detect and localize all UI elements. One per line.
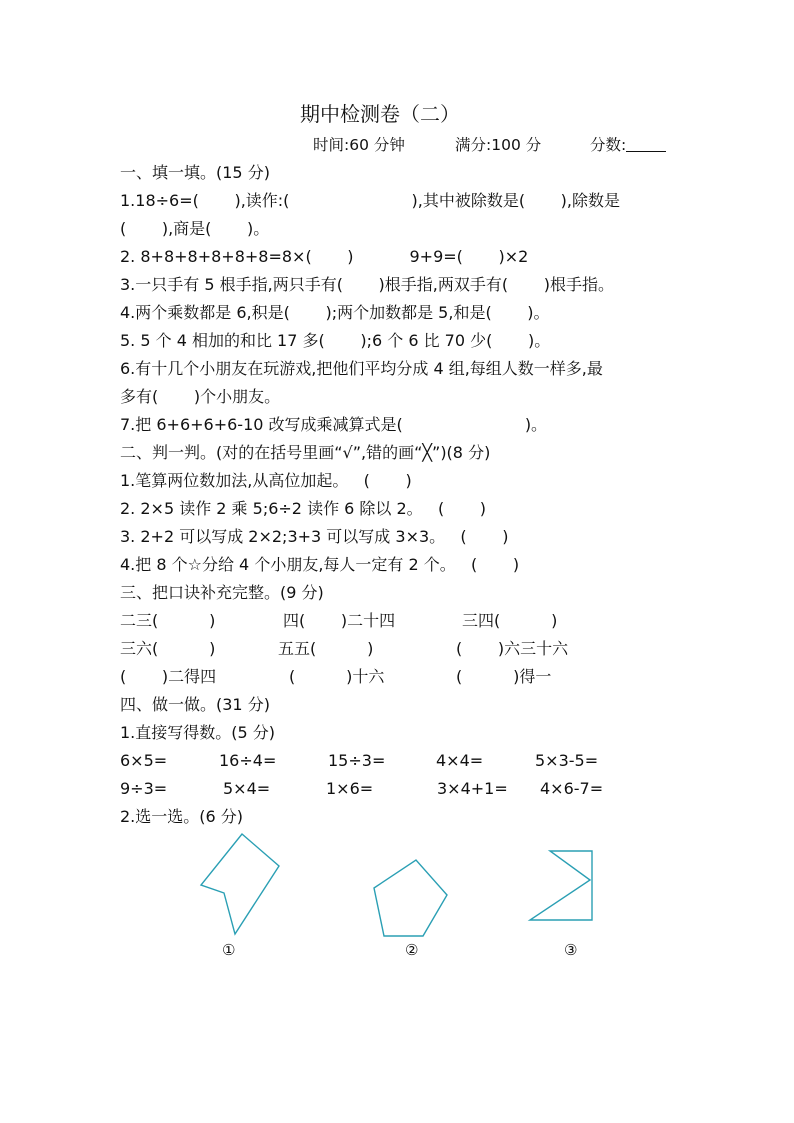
calc-item: 4×6-7= — [540, 779, 604, 798]
s1-q2: 2. 8+8+8+8+8+8=8×( ) 9+9=( )×2 — [120, 247, 529, 266]
rhyme-cell: 三六( ) — [120, 639, 216, 658]
s2-q4: 4.把 8 个☆分给 4 个小朋友,每人一定有 2 个。 ( ) — [120, 555, 520, 574]
calc-item: 3×4+1= — [437, 779, 508, 798]
calc-item: 9÷3= — [120, 779, 168, 798]
calc-item: 6×5= — [120, 751, 168, 770]
page-title: 期中检测卷（二） — [300, 102, 460, 126]
rhyme-cell: 二三( ) — [120, 611, 216, 630]
s1-q3: 3.一只手有 5 根手指,两只手有( )根手指,两双手有( )根手指。 — [120, 275, 614, 294]
s2-q3: 3. 2+2 可以写成 2×2;3+3 可以写成 3×3。 ( ) — [120, 527, 509, 546]
rhyme-cell: ( )六三十六 — [456, 639, 569, 658]
calc-item: 5×4= — [223, 779, 271, 798]
shape-label-1: ① — [222, 941, 236, 959]
shape-1-polygon — [201, 834, 279, 934]
shape-label-2: ② — [405, 941, 419, 959]
full-score: 满分:100 分 — [455, 136, 542, 154]
s4-sub1: 1.直接写得数。(5 分) — [120, 723, 276, 742]
rhyme-cell: 四( )二十四 — [283, 611, 396, 630]
calc-item: 16÷4= — [219, 751, 277, 770]
calc-item: 15÷3= — [328, 751, 386, 770]
s1-q6-line2: 多有( )个小朋友。 — [120, 387, 281, 406]
score-label: 分数: — [590, 136, 627, 154]
exam-time: 时间:60 分钟 — [313, 136, 405, 154]
rhyme-cell: ( )得一 — [456, 667, 552, 686]
shape-3-polygon — [530, 851, 592, 920]
calc-item: 4×4= — [436, 751, 484, 770]
s2-q2: 2. 2×5 读作 2 乘 5;6÷2 读作 6 除以 2。 ( ) — [120, 499, 487, 518]
rhyme-cell: ( )十六 — [289, 667, 385, 686]
s1-q4: 4.两个乘数都是 6,积是( );两个加数都是 5,和是( )。 — [120, 303, 550, 322]
shape-label-3: ③ — [564, 941, 578, 959]
section2-heading: 二、判一判。(对的在括号里画“√”,错的画“╳”)(8 分) — [120, 443, 491, 462]
s1-q7: 7.把 6+6+6+6-10 改写成乘减算式是( )。 — [120, 415, 548, 434]
s2-q1: 1.笔算两位数加法,从高位加起。 ( ) — [120, 471, 412, 490]
shape-2-polygon — [374, 860, 447, 936]
s1-q5: 5. 5 个 4 相加的和比 17 多( );6 个 6 比 70 少( )。 — [120, 331, 551, 350]
s1-q1-line1: 1.18÷6=( ),读作:( ),其中被除数是( ),除数是 — [120, 191, 620, 210]
section1-heading: 一、填一填。(15 分) — [120, 163, 270, 182]
s4-sub2: 2.选一选。(6 分) — [120, 807, 244, 826]
section4-heading: 四、做一做。(31 分) — [120, 695, 270, 714]
section3-heading: 三、把口诀补充完整。(9 分) — [120, 583, 324, 602]
calc-item: 1×6= — [326, 779, 374, 798]
calc-item: 5×3-5= — [535, 751, 599, 770]
rhyme-cell: 三四( ) — [462, 611, 558, 630]
s1-q1-line2: ( ),商是( )。 — [120, 219, 270, 238]
s1-q6-line1: 6.有十几个小朋友在玩游戏,把他们平均分成 4 组,每组人数一样多,最 — [120, 359, 603, 378]
rhyme-cell: ( )二得四 — [120, 667, 217, 686]
rhyme-cell: 五五( ) — [278, 639, 374, 658]
